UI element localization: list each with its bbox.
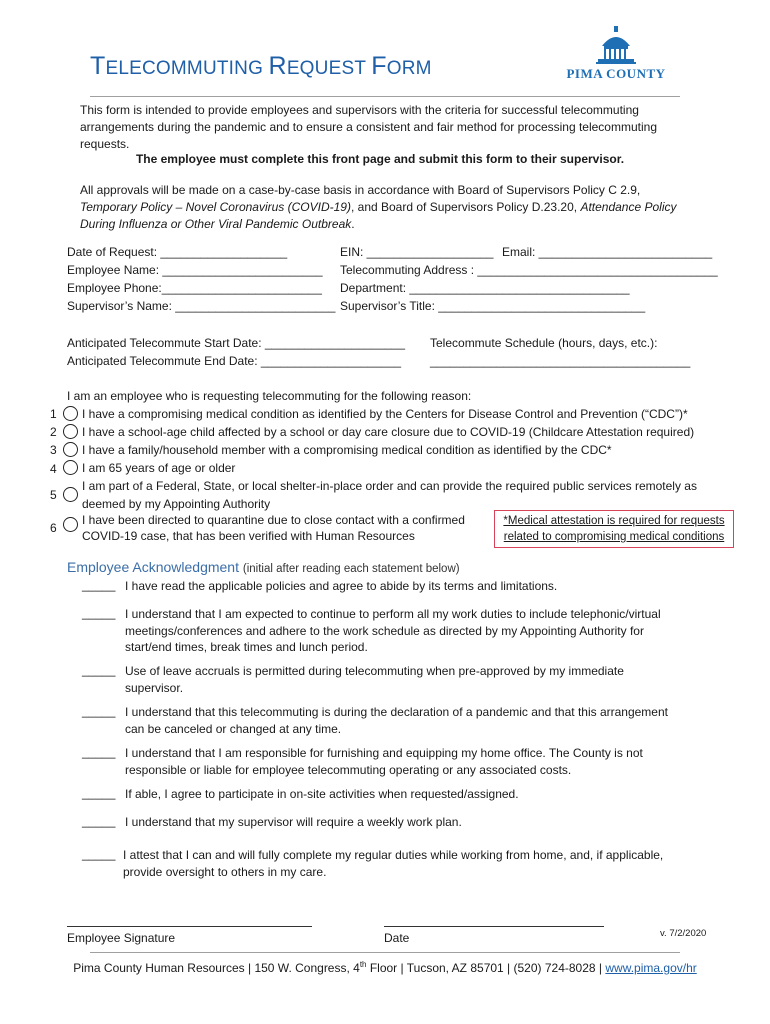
title-part: EQUEST <box>286 58 372 79</box>
footer <box>0 960 770 975</box>
initial-blank[interactable]: _____ <box>82 786 116 800</box>
reason-number: 1 <box>50 407 57 421</box>
initial-blank[interactable]: _____ <box>82 847 116 861</box>
initial-blank[interactable]: _____ <box>82 814 116 828</box>
start-date-field[interactable]: Anticipated Telecommute Start Date: _____________________ <box>67 336 406 350</box>
email-field[interactable]: Email: __________________________ <box>502 245 713 259</box>
date-line[interactable] <box>384 926 604 927</box>
ack-statement: If able, I agree to participate in on-site activities when requested/assigned. <box>125 787 519 801</box>
policy-title: Temporary Policy – Novel Coronavirus (COVID-19) <box>80 200 351 214</box>
ack-statement: I understand that this telecommuting is during the declaration of a pandemic and that this arrangement can be canceled or changed at any time. <box>125 705 668 736</box>
approvals-text: All approvals will be made on a case-by-case basis in accordance with Board of Supervisors Policy C 2.9, <box>80 183 641 197</box>
intro-paragraph: This form is intended to provide employees and supervisors with the criteria for successful telecommuting arrangements during the pandemic and to ensure a consistent and fair method for processing telecommuting requests. <box>80 103 657 151</box>
form-version: v. 7/2/2020 <box>660 928 707 939</box>
radio-button[interactable] <box>63 424 78 439</box>
note-line: related to compromising medical conditions <box>503 531 725 543</box>
department-field[interactable]: Department: _________________________________ <box>340 281 630 295</box>
schedule-field[interactable]: _______________________________________ <box>430 354 691 368</box>
logo-text: PIMA COUNTY <box>566 66 666 81</box>
reason-number: 4 <box>50 462 57 476</box>
radio-button[interactable] <box>63 406 78 421</box>
reasons-intro: I am an employee who is requesting telecommuting for the following reason: <box>67 389 472 403</box>
initial-blank[interactable]: _____ <box>82 745 116 759</box>
reason-text: I have a family/household member with a compromising medical condition as identified by the CDC* <box>82 443 612 457</box>
reason-number: 2 <box>50 425 57 439</box>
acknowledgment-subtitle: (initial after reading each statement below) <box>242 563 460 575</box>
ack-statement: Use of leave accruals is permitted during telecommuting when pre-approved by my immediate supervisor. <box>125 664 624 695</box>
footer-separator: | <box>244 961 255 975</box>
initial-blank[interactable]: _____ <box>82 704 116 718</box>
reason-number: 3 <box>50 443 57 457</box>
instruction-text: The employee must complete this front page and submit this form to their supervisor. <box>135 152 625 166</box>
reason-text: COVID-19 case, that has been verified with Human Resources <box>82 529 415 543</box>
reason-option[interactable] <box>50 478 700 512</box>
title-char: F <box>371 52 387 80</box>
footer-org: Pima County Human Resources <box>73 961 245 975</box>
ack-statement: I understand that my supervisor will require a weekly work plan. <box>125 815 462 829</box>
header-divider <box>90 96 680 97</box>
footer-separator: | <box>397 961 407 975</box>
initial-blank[interactable]: _____ <box>82 663 116 677</box>
note-line: *Medical attestation is required for requests <box>503 515 725 527</box>
footer-link[interactable]: www.pima.gov/hr <box>605 961 697 975</box>
approvals-paragraph <box>80 182 692 233</box>
footer-separator: | <box>595 961 606 975</box>
footer-city: Tucson, AZ 85701 <box>406 961 504 975</box>
approvals-text: , and Board of Supervisors Policy D.23.20, <box>350 200 581 214</box>
ack-statement: I have read the applicable policies and agree to abide by its terms and limitations. <box>125 579 558 593</box>
reason-option[interactable] <box>50 459 700 477</box>
reason-option[interactable] <box>50 423 700 441</box>
ack-statement: I understand that I am expected to continue to perform all my work duties to include telephonic/virtual meetings/conferences and adhere to the work schedule as directed by my Appointing Authority for start/end times, break times and lunch period. <box>125 607 661 654</box>
footer-sup: th <box>359 960 367 969</box>
form-title <box>90 52 432 81</box>
acknowledgment-heading <box>67 559 460 575</box>
radio-button[interactable] <box>63 442 78 457</box>
title-part: ELECOMMUTING <box>105 58 269 79</box>
end-date-field[interactable]: Anticipated Telecommute End Date: _____________________ <box>67 354 402 368</box>
title-part: ORM <box>386 58 432 79</box>
ack-statement: I understand that I am responsible for furnishing and equipping my home office. The County is not responsible or liable for employee telecommuting operating or any associated costs. <box>125 746 643 777</box>
supervisor-title-field[interactable]: Supervisor’s Title: _______________________________ <box>340 299 646 313</box>
footer-separator: | <box>503 961 514 975</box>
radio-button[interactable] <box>63 487 78 502</box>
medical-attestation-note <box>494 510 734 548</box>
reason-text: I am 65 years of age or older <box>82 461 236 475</box>
reason-text: I have a school-age child affected by a school or day care closure due to COVID-19 (Childcare Attestation required) <box>82 425 695 439</box>
reason-option[interactable] <box>50 512 490 546</box>
initial-blank[interactable]: _____ <box>82 606 116 620</box>
reason-number: 5 <box>50 488 57 502</box>
ack-statement: I attest that I can and will fully complete my regular duties while working from home, and, if applicable, provide oversight to others in my care. <box>123 848 664 879</box>
title-char: R <box>268 52 287 80</box>
employee-phone-field[interactable]: Employee Phone:________________________ <box>67 281 322 295</box>
policy-title: Attendance Policy During Influenza or Other Viral Pandemic Outbreak <box>80 200 677 231</box>
reason-text: I have a compromising medical condition as identified by the Centers for Disease Control and Prevention (“CDC”)* <box>82 407 688 421</box>
telecommuting-address-field[interactable]: Telecommuting Address : ____________________________________ <box>340 263 718 277</box>
footer-floor: Floor <box>366 961 398 975</box>
employee-name-field[interactable]: Employee Name: ________________________ <box>67 263 323 277</box>
reason-option[interactable] <box>50 441 700 459</box>
reason-text: I have been directed to quarantine due to close contact with a confirmed <box>82 513 465 527</box>
schedule-label: Telecommute Schedule (hours, days, etc.): <box>430 336 658 350</box>
initial-blank[interactable]: _____ <box>82 578 116 592</box>
ein-field[interactable]: EIN: ___________________ <box>340 245 494 259</box>
footer-divider <box>90 952 680 953</box>
employee-signature-label: Employee Signature <box>67 931 176 945</box>
footer-address: 150 W. Congress, 4 <box>254 961 360 975</box>
reason-text: deemed by my Appointing Authority <box>82 497 271 511</box>
radio-button[interactable] <box>63 460 78 475</box>
footer-phone: (520) 724-8028 <box>513 961 596 975</box>
reason-option[interactable] <box>50 405 700 423</box>
reason-text: I am part of a Federal, State, or local shelter-in-place order and can provide the required public services remotely as <box>82 479 697 493</box>
reason-number: 6 <box>50 521 57 535</box>
supervisor-name-field[interactable]: Supervisor’s Name: ________________________ <box>67 299 336 313</box>
employee-signature-line[interactable] <box>67 926 312 927</box>
title-char: T <box>90 52 106 80</box>
acknowledgment-title: Employee Acknowledgment <box>67 559 239 575</box>
radio-button[interactable] <box>63 517 78 532</box>
date-of-request-field[interactable]: Date of Request: ___________________ <box>67 245 288 259</box>
date-label: Date <box>384 931 410 945</box>
approvals-text: . <box>351 217 355 231</box>
